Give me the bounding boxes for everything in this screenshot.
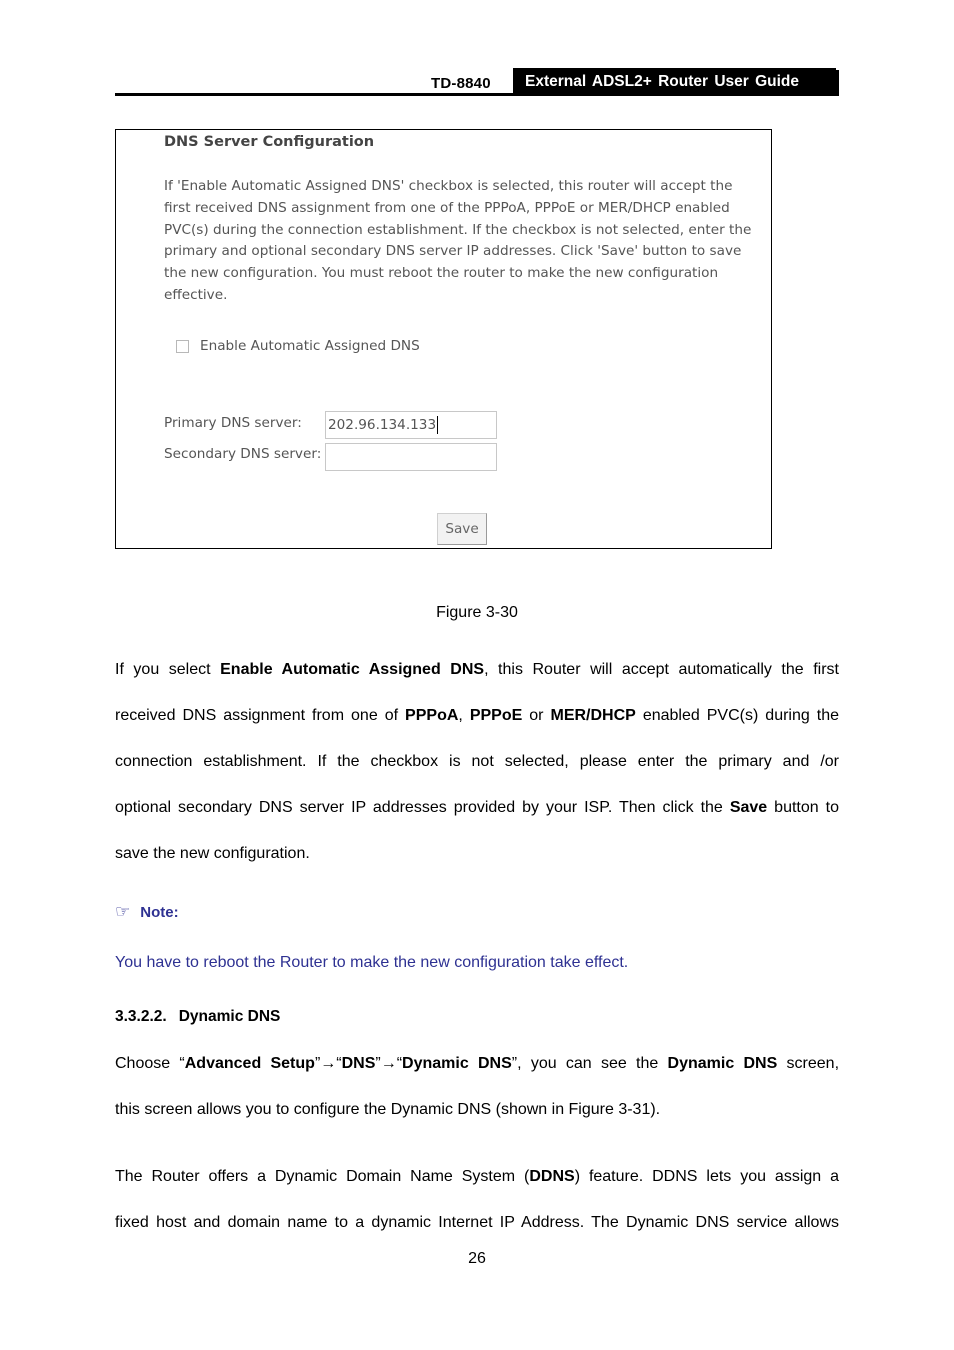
primary-dns-label: Primary DNS server: (164, 415, 302, 431)
section-title: Dynamic DNS (178, 1008, 281, 1025)
primary-dns-input[interactable] (325, 411, 497, 439)
dns-config-description: If 'Enable Automatic Assigned DNS' checkbox is selected, this router will accept the first received DNS assignment from one of the PPPoA, PPPoE or MER/DHCP enabled PVC(s) during the connection establishment. If the checkbox is not selected, enter the primary and optional secondary DNS server IP addresses. Click 'Save' button to save the new configuration. You must reboot the router to make the new configuration effective. (164, 178, 752, 303)
auto-dns-row (176, 338, 420, 354)
section-heading (115, 1008, 280, 1026)
text-line: this screen allows you to configure the Dynamic DNS (shown in Figure 3-31). (115, 1101, 661, 1118)
header-end-bar (836, 70, 839, 94)
paragraph-dynamic-dns-intro (115, 1041, 839, 1133)
secondary-dns-input[interactable] (325, 443, 497, 471)
dns-config-screenshot (115, 129, 772, 549)
text-cursor (437, 416, 438, 434)
pointing-hand-icon: ☞ (115, 902, 131, 921)
page-header (115, 68, 839, 95)
text-line: fixed host and domain name to a dynamic Internet IP Address. The Dynamic DNS service allows (115, 1214, 839, 1231)
auto-dns-checkbox[interactable] (176, 340, 189, 353)
primary-dns-value: 202.96.134.133 (328, 417, 437, 433)
paragraph-auto-dns (115, 647, 839, 877)
text-line: If you select Enable Automatic Assigned DNS, this Router will accept automatically the first (115, 661, 839, 678)
figure-caption: Figure 3-30 (436, 604, 518, 621)
text-line: connection establishment. If the checkbox is not selected, please enter the primary and /or (115, 753, 839, 770)
text-line: optional secondary DNS server IP addresses provided by your ISP. Then click the Save button to (115, 799, 840, 816)
section-number: 3.3.2.2. (115, 1008, 167, 1025)
header-guide-title: External ADSL2+ Router User Guide (513, 68, 836, 93)
text-line: The Router offers a Dynamic Domain Name System (DDNS) feature. DDNS lets you assign a (115, 1168, 840, 1185)
text-line: Choose “Advanced Setup”→“DNS”→“Dynamic DNS”, you can see the Dynamic DNS screen, (115, 1055, 840, 1072)
header-model: TD-8840 (431, 75, 491, 92)
text-line: received DNS assignment from one of PPPoA, PPPoE or MER/DHCP enabled PVC(s) during the (115, 707, 840, 724)
auto-dns-label: Enable Automatic Assigned DNS (200, 338, 420, 354)
text-line: save the new configuration. (115, 845, 310, 862)
secondary-dns-label: Secondary DNS server: (164, 446, 322, 462)
header-rule (115, 93, 839, 96)
paragraph-ddns-feature (115, 1154, 839, 1246)
page-number: 26 (468, 1250, 486, 1267)
note-text: You have to reboot the Router to make the new configuration take effect. (115, 954, 629, 971)
note-heading (115, 902, 179, 922)
note-label: Note: (140, 903, 179, 921)
save-button[interactable]: Save (437, 513, 487, 545)
dns-config-title: DNS Server Configuration (164, 134, 375, 150)
